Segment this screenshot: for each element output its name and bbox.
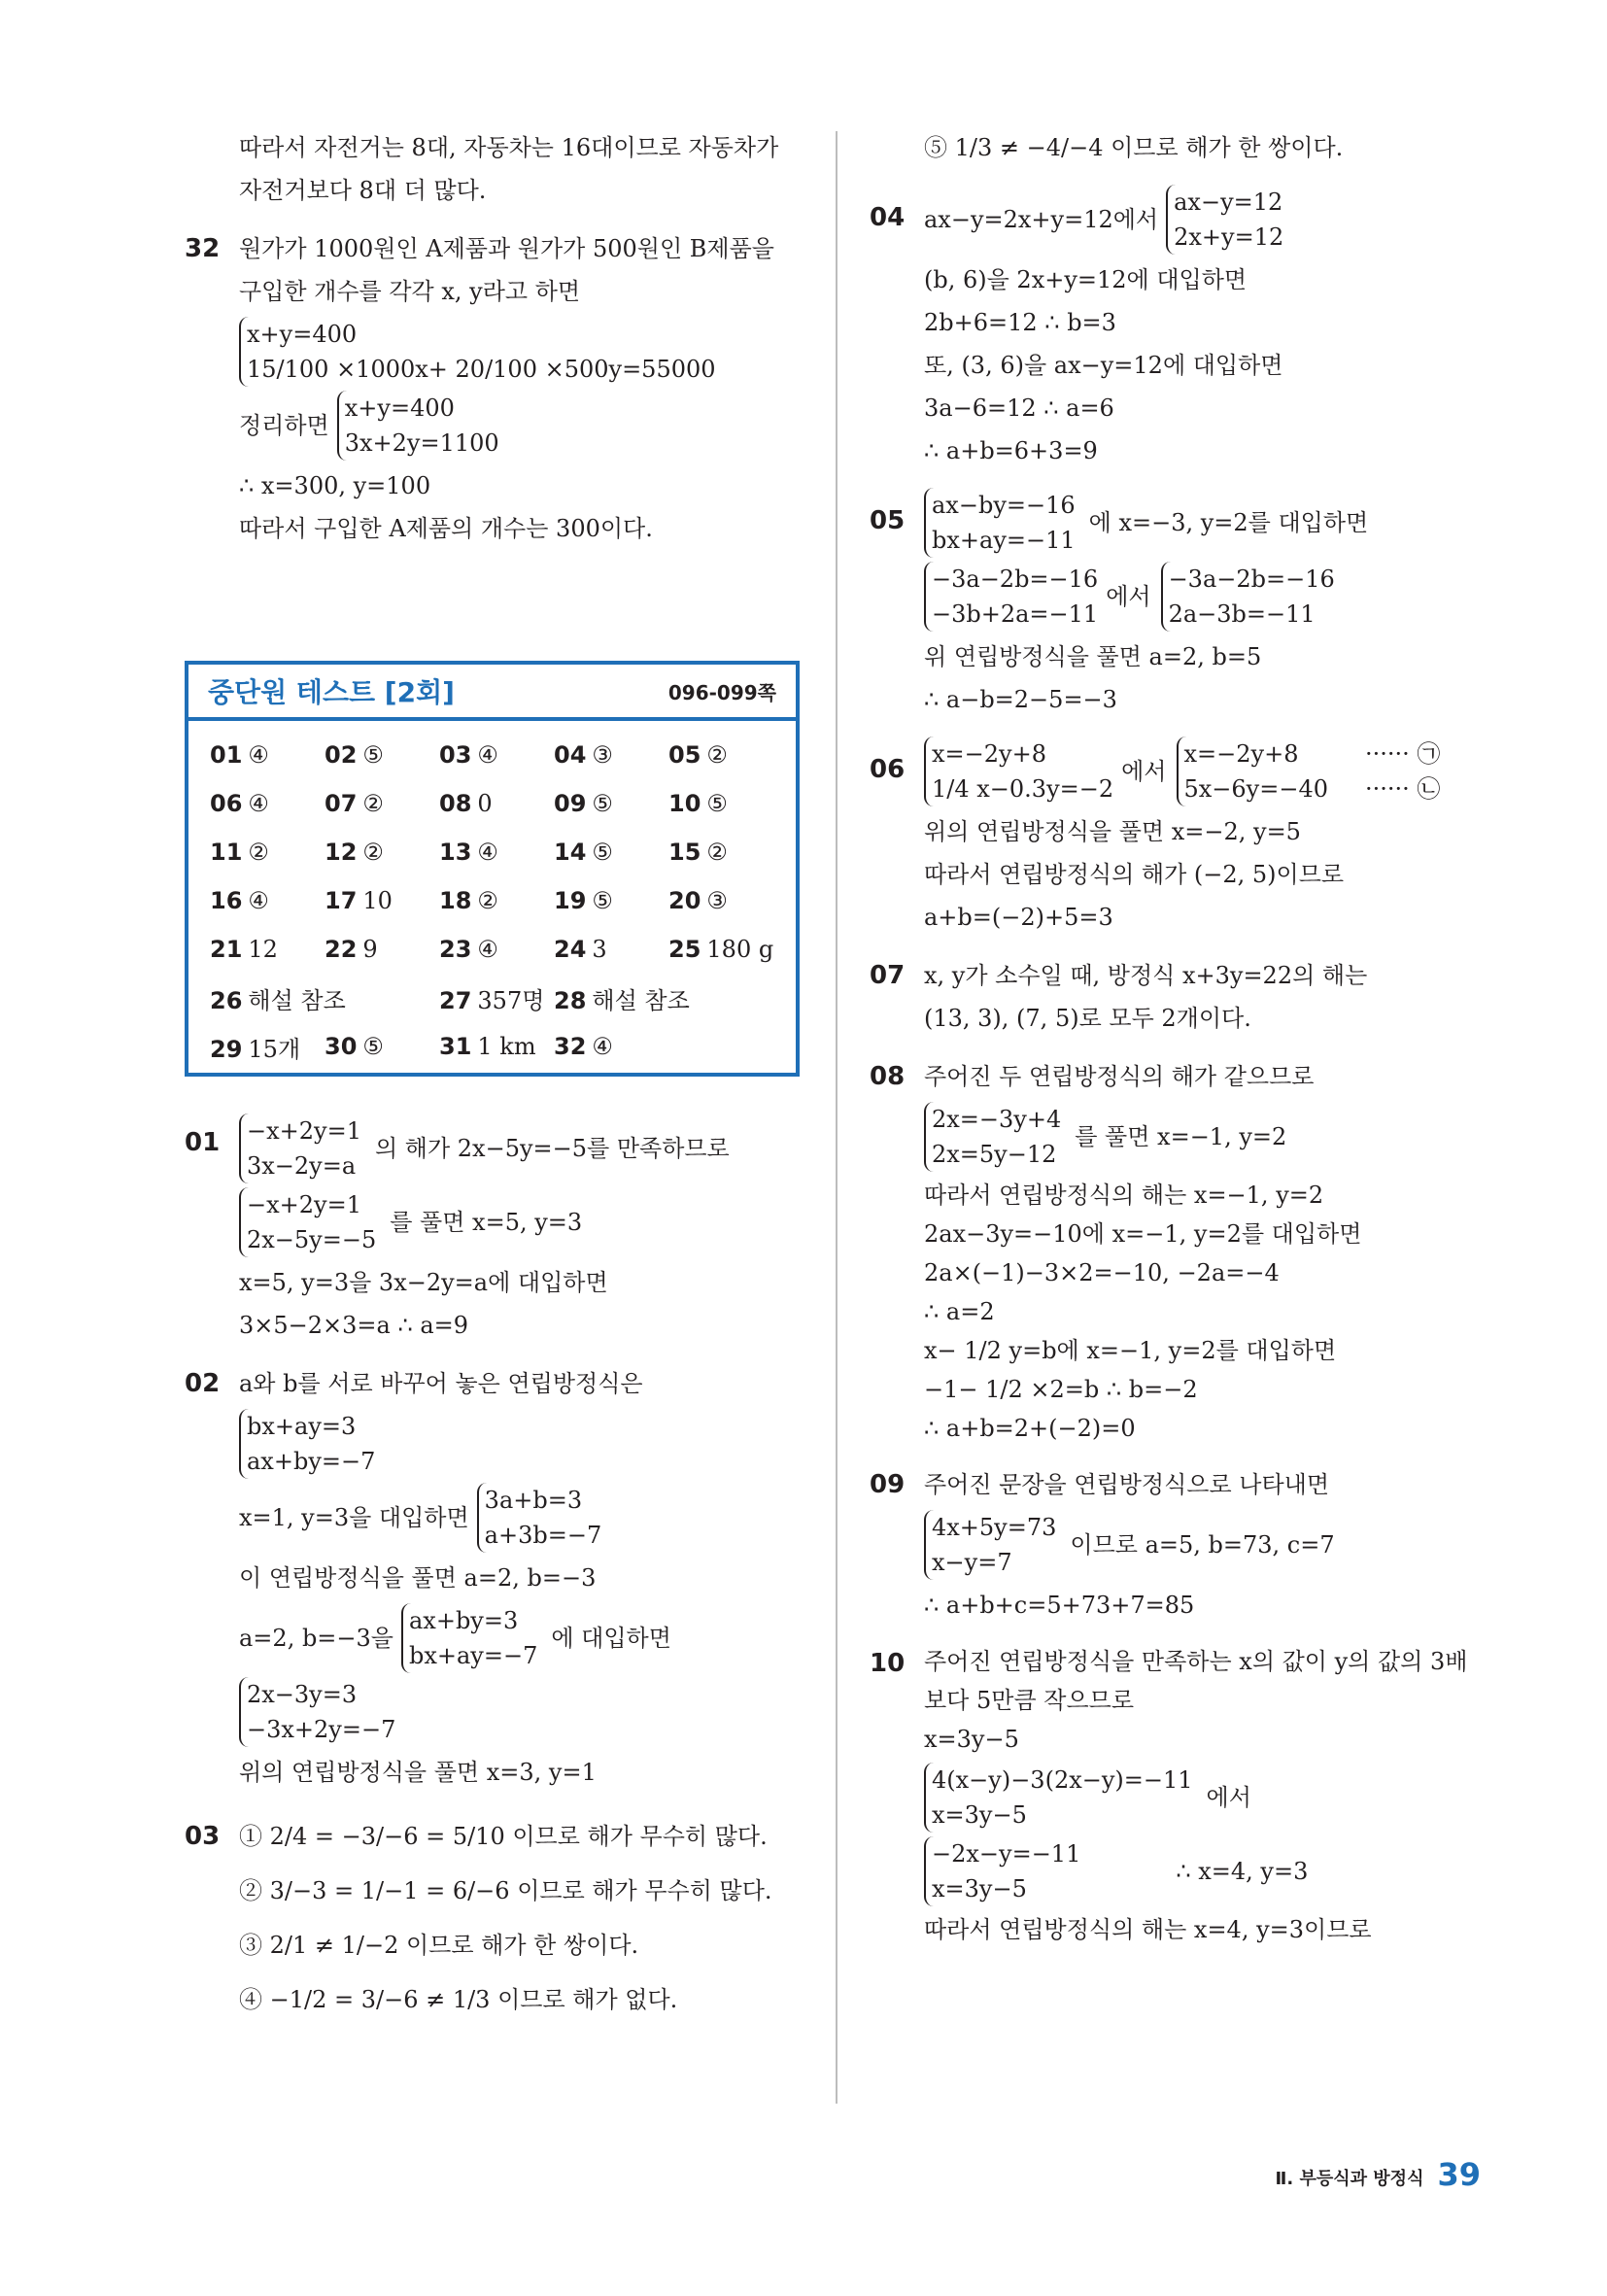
right-column (870, 126, 1491, 1949)
answer-row (210, 1022, 796, 1071)
answer-value: ④ (592, 1033, 613, 1060)
text-line: 2b+6=12 ∴ b=3 (924, 309, 1116, 336)
text-line: −1− 1/2 ×2=b ∴ b=−2 (924, 1376, 1198, 1403)
text-line: 구입한 개수를 각각 x, y라고 하면 (239, 278, 581, 305)
problem-10 (870, 1642, 1491, 1949)
page-footer (1275, 2156, 1481, 2193)
equation: −2x−y=−11 (932, 1840, 1081, 1868)
choice-line: ③ 2/1 ≠ 1/−2 이므로 해가 한 쌍이다. (239, 1932, 639, 1959)
answer-value: 0 (477, 790, 493, 817)
equation-system (239, 317, 806, 387)
choice-line: ① 2/4 = −3/−6 = 5/10 이므로 해가 무수히 많다. (239, 1823, 768, 1850)
answer-row (210, 828, 796, 876)
problem-number: 10 (870, 1649, 906, 1678)
answer-number: 29 (210, 1035, 243, 1063)
equation: x+y=400 (344, 394, 455, 422)
answer-row (210, 731, 796, 779)
text-line: 보다 5만큼 작으므로 (924, 1687, 1134, 1714)
intro-line: 따라서 자전거는 8대, 자동차는 16대이므로 자동차가 (239, 134, 779, 161)
equation: x=−2y+8 (1183, 740, 1299, 768)
equation: −x+2y=1 (247, 1117, 361, 1145)
answer-number: 22 (325, 936, 358, 963)
answer-number: 08 (439, 790, 472, 817)
choice-line: ② 3/−3 = 1/−1 = 6/−6 이므로 해가 무수히 많다. (239, 1877, 772, 1904)
equation: 2a−3b=−11 (1168, 600, 1316, 628)
problem-06 (870, 737, 1491, 939)
answer-number: 14 (554, 839, 587, 866)
equation: 3x−2y=a (247, 1152, 357, 1180)
equation: 2x+y=12 (1174, 223, 1284, 251)
equation: 2x−3y=3 (247, 1681, 358, 1708)
answer-number: 32 (554, 1033, 587, 1060)
equation-system (239, 391, 806, 461)
equation: x=−2y+8 (932, 740, 1046, 768)
answer-number: 26 (210, 986, 243, 1014)
answer-number: 16 (210, 887, 243, 914)
answer-grid (188, 721, 796, 1071)
left-column (185, 126, 806, 550)
answer-number: 24 (554, 936, 587, 963)
answer-number: 03 (439, 741, 472, 769)
equation: 2x=5y−12 (932, 1141, 1057, 1168)
answer-row (210, 925, 796, 974)
answer-value: ④ (248, 887, 269, 914)
answer-value: ⑤ (592, 887, 613, 914)
answer-row (210, 974, 796, 1022)
problem-number: 06 (870, 755, 906, 784)
answer-number: 12 (325, 839, 358, 866)
answer-number: 27 (439, 986, 472, 1014)
text-line: 주어진 연립방정식을 만족하는 x의 값이 y의 값의 3배 (924, 1648, 1468, 1675)
text-line: 이 연립방정식을 풀면 a=2, b=−3 (239, 1564, 597, 1592)
text-suffix: 에 x=−3, y=2를 대입하면 (1088, 509, 1369, 536)
text-suffix: 에 대입하면 (551, 1625, 671, 1652)
answer-number: 09 (554, 790, 587, 817)
answer-number: 15 (668, 839, 701, 866)
equation-system (239, 1409, 806, 1479)
answer-number: 04 (554, 741, 587, 769)
problem-32 (185, 227, 806, 550)
answer-value: ④ (477, 839, 498, 866)
equation-tag: ······ ㉠ (1365, 740, 1441, 768)
choice-line: ④ −1/2 = 3/−6 ≠ 1/3 이므로 해가 없다. (239, 1986, 678, 2013)
answer-number: 20 (668, 887, 701, 914)
section-label: Ⅱ. 부등식과 방정식 (1275, 2169, 1424, 2189)
answer-number: 06 (210, 790, 243, 817)
problem-number: 03 (185, 1822, 221, 1851)
answer-row (210, 779, 796, 828)
equation: −3a−2b=−16 (1168, 565, 1335, 593)
choice-line: ⑤ 1/3 ≠ −4/−4 이므로 해가 한 쌍이다. (924, 134, 1344, 161)
equation-system (239, 1483, 806, 1553)
answer-value: ② (362, 790, 384, 817)
answer-number: 31 (439, 1033, 472, 1060)
equation: −3a−2b=−16 (932, 565, 1099, 593)
answer-value: ③ (592, 741, 613, 769)
text-line: 따라서 구입한 A제품의 개수는 300이다. (239, 515, 653, 542)
answer-number: 19 (554, 887, 587, 914)
answer-value: ④ (477, 936, 498, 963)
text-line: ∴ a+b=2+(−2)=0 (924, 1415, 1136, 1442)
answer-value: 3 (592, 936, 607, 963)
problem-08 (870, 1055, 1491, 1448)
text-line: x− 1/2 y=b에 x=−1, y=2를 대입하면 (924, 1337, 1337, 1364)
text-suffix: 를 풀면 x=−1, y=2 (1075, 1123, 1287, 1150)
problem-09 (870, 1463, 1491, 1627)
answer-value: ② (706, 741, 728, 769)
equation: 1/4 x−0.3y=−2 (932, 775, 1114, 803)
equation: a+3b=−7 (484, 1522, 602, 1549)
answer-value: ⑤ (706, 790, 728, 817)
text-line: ∴ a+b=6+3=9 (924, 437, 1098, 464)
answer-value: 1 km (477, 1033, 536, 1060)
equation-system (924, 488, 1491, 558)
equation-tag: ······ ㉡ (1365, 775, 1441, 803)
problem-number: 01 (185, 1128, 221, 1157)
answer-value: ② (248, 839, 269, 866)
text-line: a+b=(−2)+5=3 (924, 904, 1113, 931)
problem-number: 05 (870, 506, 906, 535)
equation-system (924, 562, 1491, 632)
text-line: a와 b를 서로 바꾸어 놓은 연립방정식은 (239, 1370, 643, 1397)
equation-system (924, 1763, 1491, 1833)
text-suffix: 에서 (1206, 1784, 1251, 1811)
intro-line: 자전거보다 8대 더 많다. (239, 177, 487, 204)
text-suffix: 를 풀면 x=5, y=3 (390, 1209, 583, 1236)
problem-number: 02 (185, 1369, 221, 1398)
text-line: 주어진 두 연립방정식의 해가 같으므로 (924, 1063, 1315, 1090)
problem-number: 09 (870, 1470, 906, 1499)
text-line: 3×5−2×3=a ∴ a=9 (239, 1312, 469, 1339)
answer-number: 07 (325, 790, 358, 817)
text-suffix: 의 해가 2x−5y=−5를 만족하므로 (374, 1135, 730, 1162)
page-number: 39 (1437, 2156, 1481, 2193)
equation: −3b+2a=−11 (932, 600, 1099, 628)
answer-number: 05 (668, 741, 701, 769)
intro-text (185, 126, 806, 212)
equation: ax+by=3 (408, 1607, 519, 1634)
equation: x=3y−5 (932, 1875, 1027, 1902)
problem-number: 04 (870, 203, 906, 232)
text-line: (13, 3), (7, 5)로 모두 2개이다. (924, 1005, 1251, 1032)
answer-number: 25 (668, 936, 701, 963)
equation: bx+ay=−7 (408, 1642, 538, 1669)
answer-value: ② (477, 887, 498, 914)
answer-number: 28 (554, 986, 587, 1014)
equation: ax−y=12 (1174, 188, 1283, 216)
answer-number: 17 (325, 887, 358, 914)
equation: 2x=−3y+4 (932, 1106, 1062, 1133)
equation: x−y=7 (932, 1549, 1012, 1576)
equation: 5x−6y=−40 (1183, 775, 1328, 803)
text-mid: 에서 (1106, 583, 1151, 610)
equation-system (239, 1603, 806, 1673)
equation-system (924, 1836, 1491, 1906)
equation: bx+ay=3 (247, 1413, 357, 1440)
answer-value: ④ (248, 790, 269, 817)
text-line: 위의 연립방정식을 풀면 x=3, y=1 (239, 1759, 597, 1786)
text-prefix: ax−y=2x+y=12에서 (924, 206, 1159, 233)
answer-number: 30 (325, 1033, 358, 1060)
text-line: ∴ a−b=2−5=−3 (924, 686, 1117, 713)
text-line: 따라서 연립방정식의 해는 x=4, y=3이므로 (924, 1916, 1372, 1943)
answer-value: ② (362, 839, 384, 866)
answer-value: 15개 (248, 1035, 301, 1063)
equation: 4x+5y=73 (932, 1514, 1057, 1541)
equation: 3x+2y=1100 (344, 429, 499, 457)
equation: x=3y−5 (932, 1801, 1027, 1829)
equation-system (239, 1677, 806, 1747)
text-line: x, y가 소수일 때, 방정식 x+3y=22의 해는 (924, 962, 1368, 989)
equation-system (239, 1187, 806, 1257)
text-line: 2a×(−1)−3×2=−10, −2a=−4 (924, 1259, 1280, 1286)
equation: 4(x−y)−3(2x−y)=−11 (932, 1766, 1193, 1794)
left-column-lower (185, 1098, 806, 2027)
answer-number: 23 (439, 936, 472, 963)
text-prefix: x=1, y=3을 대입하면 (239, 1504, 469, 1531)
text-line: 따라서 연립방정식의 해가 (−2, 5)이므로 (924, 861, 1345, 888)
answer-value: ⑤ (362, 741, 384, 769)
equation: 15/100 ×1000x+ 20/100 ×500y=55000 (247, 356, 716, 383)
answer-key-box (185, 661, 800, 1077)
answer-value: 180 g (706, 936, 774, 963)
text-line: 위의 연립방정식을 풀면 x=−2, y=5 (924, 818, 1301, 845)
answer-number: 13 (439, 839, 472, 866)
equation: bx+ay=−11 (932, 527, 1076, 554)
equation: −3x+2y=−7 (247, 1716, 396, 1743)
text-line: x=5, y=3을 3x−2y=a에 대입하면 (239, 1269, 608, 1296)
equation: −x+2y=1 (247, 1191, 361, 1218)
text-suffix: 이므로 a=5, b=73, c=7 (1070, 1531, 1335, 1559)
answer-number: 21 (210, 936, 243, 963)
text-line: ∴ a=2 (924, 1298, 995, 1325)
problem-05 (870, 488, 1491, 721)
text-line: 3a−6=12 ∴ a=6 (924, 394, 1114, 422)
equation-system (924, 737, 1491, 806)
answer-row (210, 876, 796, 925)
equation: 3a+b=3 (484, 1487, 583, 1514)
text-line: (b, 6)을 2x+y=12에 대입하면 (924, 266, 1248, 293)
answer-value: ④ (248, 741, 269, 769)
answer-value: 해설 참조 (248, 986, 346, 1014)
answer-value: ⑤ (592, 839, 613, 866)
answer-value: 357명 (477, 986, 545, 1014)
problem-03 (185, 1809, 806, 2027)
answer-value: ⑤ (362, 1033, 384, 1060)
text-line: 위 연립방정식을 풀면 a=2, b=5 (924, 643, 1262, 670)
answer-value: ③ (706, 887, 728, 914)
problem-04 (870, 185, 1491, 472)
answer-number: 10 (668, 790, 701, 817)
text-suffix: ∴ x=4, y=3 (1176, 1858, 1309, 1885)
answer-value: ② (706, 839, 728, 866)
equation: x+y=400 (247, 321, 358, 348)
answer-number: 11 (210, 839, 243, 866)
text-line: ∴ a+b+c=5+73+7=85 (924, 1592, 1195, 1619)
text-line: 원가가 1000원인 A제품과 원가가 500원인 B제품을 (239, 235, 774, 262)
problem-01 (185, 1114, 806, 1347)
text-line: 2ax−3y=−10에 x=−1, y=2를 대입하면 (924, 1220, 1362, 1248)
answer-value: 해설 참조 (592, 986, 690, 1014)
problem-07 (870, 954, 1491, 1040)
text-prefix: a=2, b=−3을 (239, 1625, 393, 1652)
answer-number: 18 (439, 887, 472, 914)
answer-key-title: 중단원 테스트 [2회] (208, 676, 455, 708)
problem-number: 07 (870, 961, 906, 990)
answer-number: 01 (210, 741, 243, 769)
equation-system (924, 185, 1491, 255)
text-line: x=3y−5 (924, 1726, 1019, 1753)
text-line: 주어진 문장을 연립방정식으로 나타내면 (924, 1471, 1330, 1498)
problem-02 (185, 1362, 806, 1794)
answer-value: ④ (477, 741, 498, 769)
text-line: 또, (3, 6)을 ax−y=12에 대입하면 (924, 352, 1283, 379)
text-line: 따라서 연립방정식의 해는 x=−1, y=2 (924, 1182, 1324, 1209)
equation: ax−by=−16 (932, 492, 1076, 519)
answer-value: ⑤ (592, 790, 613, 817)
answer-value: 9 (362, 936, 378, 963)
equation-system (924, 1510, 1491, 1580)
equation: 2x−5y=−5 (247, 1226, 377, 1253)
problem-number: 32 (185, 234, 221, 263)
text-line: ∴ x=300, y=100 (239, 472, 431, 499)
answer-value: 12 (248, 936, 278, 963)
problem-number: 08 (870, 1062, 906, 1091)
answer-number: 02 (325, 741, 358, 769)
column-divider (836, 131, 838, 2104)
equation-system (924, 1102, 1491, 1172)
answer-key-pages: 096-099쪽 (667, 680, 776, 704)
equation: ax+by=−7 (247, 1448, 376, 1475)
text-prefix: 정리하면 (239, 412, 329, 439)
answer-value: 10 (362, 887, 393, 914)
equation-system (239, 1114, 806, 1183)
text-mid: 에서 (1121, 758, 1167, 785)
